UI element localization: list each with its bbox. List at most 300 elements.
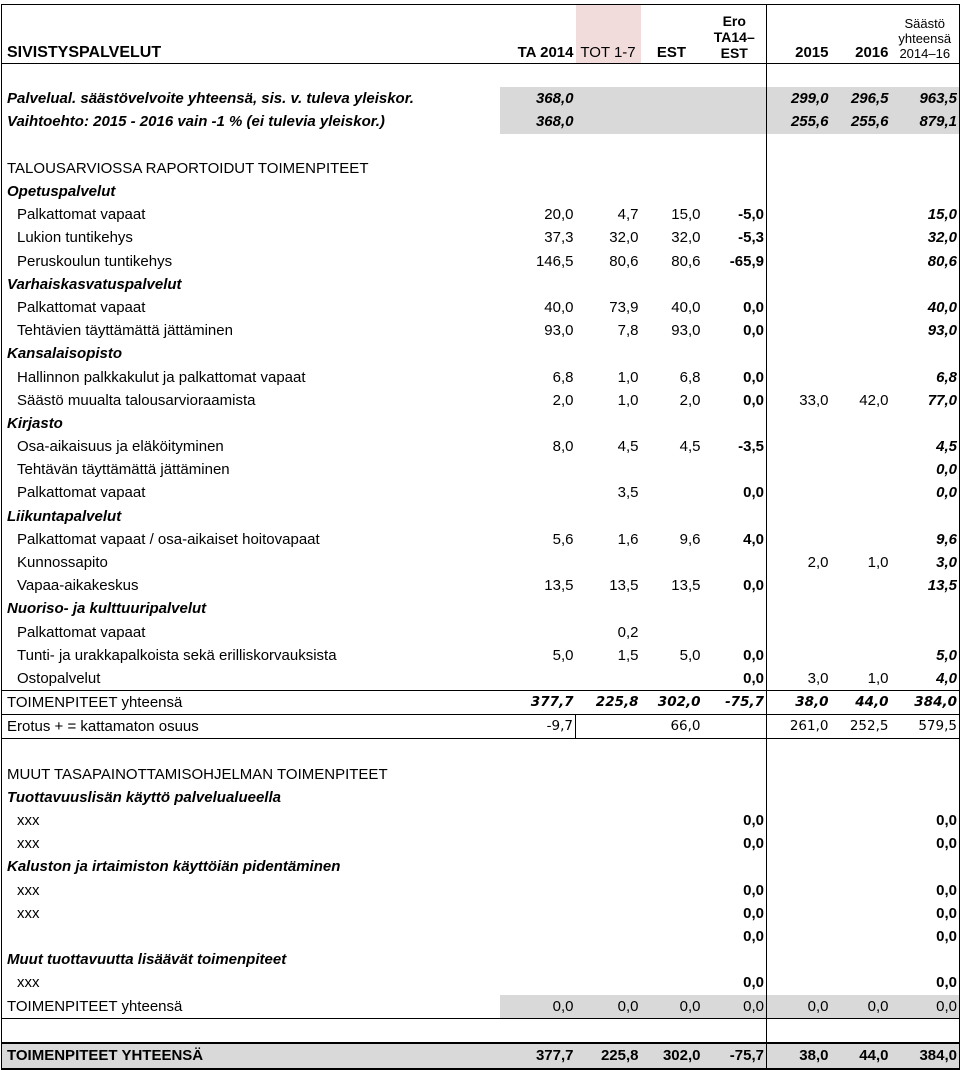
- value-cell: 0,0: [703, 902, 767, 925]
- group-name: Kansalaisopisto: [2, 342, 500, 365]
- value-cell: 9,6: [679, 530, 701, 548]
- table-row: [2, 250, 960, 273]
- value-cell: [767, 809, 831, 832]
- value-cell: [576, 342, 641, 365]
- value-cell: 15,0: [671, 206, 701, 224]
- value-cell: [891, 180, 960, 203]
- value-cell: 0,0: [767, 995, 831, 1019]
- value-cell: 377,7: [500, 691, 576, 715]
- value-cell: [641, 505, 703, 528]
- value-cell: [831, 250, 891, 273]
- value-cell: [641, 273, 703, 296]
- value-cell: [500, 551, 576, 574]
- value-cell: [891, 1018, 960, 1043]
- row-label: Ostopalvelut: [2, 667, 500, 691]
- spacer-row: [2, 739, 960, 763]
- value-cell: 5,0: [891, 644, 960, 667]
- value-cell: [767, 203, 831, 226]
- value-cell: [500, 855, 576, 878]
- value-cell: [767, 902, 831, 925]
- value-cell: [891, 855, 960, 878]
- section2-total-row: [2, 995, 960, 1019]
- value-cell: 0,0: [703, 296, 767, 319]
- value-cell: [641, 64, 703, 88]
- value-cell: 32,0: [891, 226, 960, 249]
- value-cell: 80,6: [891, 250, 960, 273]
- value-cell: 93,0: [544, 322, 574, 340]
- header-line: TA14–: [713, 29, 755, 45]
- value-cell: [576, 971, 641, 994]
- value-cell: 4,5: [891, 435, 960, 458]
- value-cell: -9,7: [500, 715, 576, 739]
- value-cell: [767, 458, 831, 481]
- value-cell: [576, 412, 641, 435]
- row-label: Palkattomat vapaat: [2, 203, 500, 226]
- value-cell: [831, 157, 891, 180]
- value-cell: 3,0: [891, 551, 960, 574]
- value-cell: [500, 481, 576, 504]
- value-cell: [767, 319, 831, 342]
- value-cell: 7,8: [617, 322, 639, 340]
- value-cell: 0,0: [703, 809, 767, 832]
- value-cell: 0,0: [891, 458, 960, 481]
- value-cell: [641, 739, 703, 763]
- value-cell: 377,7: [500, 1043, 576, 1069]
- value-cell: [831, 296, 891, 319]
- row-label: Palkattomat vapaat: [2, 296, 500, 319]
- value-cell: [576, 273, 641, 296]
- value-cell: [767, 879, 831, 902]
- budget-table: [1, 4, 960, 1070]
- value-cell: [831, 925, 891, 948]
- value-cell: [831, 763, 891, 786]
- value-cell: 13,5: [544, 577, 574, 595]
- value-cell: [767, 296, 831, 319]
- value-cell: 93,0: [891, 319, 960, 342]
- value-cell: [500, 180, 576, 203]
- value-cell: [576, 458, 641, 481]
- col-tot: TOT 1-7: [576, 5, 641, 64]
- value-cell: [703, 715, 767, 739]
- value-cell: 37,3: [544, 229, 574, 247]
- total-label: TOIMENPITEET yhteensä: [2, 995, 500, 1019]
- value-cell: [500, 763, 576, 786]
- value-cell: 384,0: [891, 691, 960, 715]
- section1-total-row: [2, 691, 960, 715]
- value-cell: [500, 342, 576, 365]
- value-cell: [831, 809, 891, 832]
- value-cell: [576, 134, 641, 157]
- value-cell: 4,7: [617, 206, 639, 224]
- table-row: [2, 551, 960, 574]
- value-cell: [767, 925, 831, 948]
- grand-total-label: TOIMENPITEET YHTEENSÄ: [2, 1043, 500, 1069]
- value-cell: [831, 180, 891, 203]
- group-name: Nuoriso- ja kulttuuripalvelut: [2, 597, 500, 620]
- value-cell: 1,5: [617, 646, 639, 664]
- value-cell: 4,0: [891, 667, 960, 691]
- value-cell: 13,5: [891, 574, 960, 597]
- value-cell: [641, 481, 703, 504]
- value-cell: 0,0: [831, 995, 891, 1019]
- value-cell: [500, 667, 576, 691]
- value-cell: [831, 481, 891, 504]
- value-cell: 80,6: [609, 252, 639, 270]
- value-cell: 261,0: [767, 715, 831, 739]
- value-cell: [500, 157, 576, 180]
- value-cell: [891, 64, 960, 88]
- value-cell: 255,6: [767, 110, 831, 133]
- value-cell: [576, 667, 641, 691]
- group-row: [2, 948, 960, 971]
- value-cell: 0,0: [891, 995, 960, 1019]
- value-cell: 225,8: [576, 691, 641, 715]
- value-cell: [641, 925, 703, 948]
- row-label: xxx: [2, 971, 500, 994]
- value-cell: [831, 644, 891, 667]
- value-cell: [767, 739, 831, 763]
- group-row: [2, 855, 960, 878]
- row-label: Säästö muualta talousarvioraamista: [2, 389, 500, 412]
- group-row: [2, 180, 960, 203]
- value-cell: [891, 412, 960, 435]
- erotus-label: Erotus + = kattamaton osuus: [2, 715, 500, 739]
- value-cell: [767, 273, 831, 296]
- value-cell: [891, 342, 960, 365]
- value-cell: [641, 412, 703, 435]
- value-cell: [831, 319, 891, 342]
- value-cell: [500, 64, 576, 88]
- value-cell: -3,5: [703, 435, 767, 458]
- value-cell: 0,0: [703, 365, 767, 388]
- value-cell: [576, 879, 641, 902]
- table-row: [2, 644, 960, 667]
- value-cell: 0,0: [703, 574, 767, 597]
- value-cell: [641, 87, 703, 110]
- value-cell: 32,0: [671, 229, 701, 247]
- value-cell: 1,6: [617, 530, 639, 548]
- row-label: Vapaa-aikakeskus: [2, 574, 500, 597]
- value-cell: 9,6: [891, 528, 960, 551]
- value-cell: 0,0: [891, 902, 960, 925]
- value-cell: [500, 902, 576, 925]
- value-cell: [576, 551, 641, 574]
- value-cell: [576, 64, 641, 88]
- value-cell: [641, 832, 703, 855]
- value-cell: [576, 110, 641, 133]
- summary-row: [2, 110, 960, 133]
- value-cell: 15,0: [891, 203, 960, 226]
- value-cell: 80,6: [671, 252, 701, 270]
- value-cell: 0,0: [703, 481, 767, 504]
- group-name: Muut tuottavuutta lisäävät toimenpiteet: [2, 948, 500, 971]
- value-cell: [831, 458, 891, 481]
- group-row: [2, 342, 960, 365]
- value-cell: [641, 1018, 703, 1043]
- value-cell: [767, 644, 831, 667]
- value-cell: 384,0: [891, 1043, 960, 1069]
- total-label: TOIMENPITEET yhteensä: [2, 691, 500, 715]
- value-cell: 6,8: [891, 365, 960, 388]
- value-cell: [576, 180, 641, 203]
- row-label: Lukion tuntikehys: [2, 226, 500, 249]
- value-cell: [831, 342, 891, 365]
- col-2016: 2016: [831, 5, 891, 64]
- value-cell: 4,5: [679, 438, 701, 456]
- table-row: [2, 574, 960, 597]
- value-cell: 3,0: [807, 669, 829, 687]
- value-cell: [641, 879, 703, 902]
- value-cell: [641, 551, 703, 574]
- value-cell: [891, 273, 960, 296]
- group-row: [2, 505, 960, 528]
- value-cell: [767, 64, 831, 88]
- value-cell: 38,0: [767, 691, 831, 715]
- value-cell: 879,1: [891, 110, 960, 133]
- value-cell: [891, 134, 960, 157]
- value-cell: 77,0: [891, 389, 960, 412]
- value-cell: [767, 250, 831, 273]
- value-cell: [767, 948, 831, 971]
- spacer: [2, 64, 500, 88]
- section-title-row: [2, 157, 960, 180]
- value-cell: 0,2: [617, 623, 639, 641]
- value-cell: [641, 621, 703, 644]
- value-cell: 299,0: [767, 87, 831, 110]
- spacer-row: [2, 134, 960, 157]
- value-cell: [703, 505, 767, 528]
- value-cell: 0,0: [891, 832, 960, 855]
- value-cell: [831, 528, 891, 551]
- value-cell: [891, 948, 960, 971]
- value-cell: [831, 597, 891, 620]
- row-label: xxx: [2, 832, 500, 855]
- value-cell: [641, 667, 703, 691]
- value-cell: [831, 902, 891, 925]
- value-cell: [831, 948, 891, 971]
- value-cell: 255,6: [831, 110, 891, 133]
- header-line: 2014–16: [899, 46, 951, 61]
- group-name: Kaluston ja irtaimiston käyttöiän pidentäminen: [2, 855, 500, 878]
- table-row: [2, 365, 960, 388]
- value-cell: [641, 971, 703, 994]
- value-cell: [703, 855, 767, 878]
- value-cell: [767, 505, 831, 528]
- value-cell: [500, 597, 576, 620]
- spacer: [2, 134, 500, 157]
- value-cell: [576, 505, 641, 528]
- value-cell: [703, 763, 767, 786]
- value-cell: 32,0: [609, 229, 639, 247]
- value-cell: 1,0: [617, 368, 639, 386]
- row-label: [2, 925, 500, 948]
- value-cell: [641, 342, 703, 365]
- row-label: Palkattomat vapaat: [2, 481, 500, 504]
- value-cell: [500, 1018, 576, 1043]
- header-line: yhteensä: [898, 31, 952, 46]
- value-cell: -5,0: [703, 203, 767, 226]
- value-cell: 0,0: [703, 644, 767, 667]
- page-title: SIVISTYSPALVELUT: [2, 5, 500, 64]
- value-cell: [831, 1018, 891, 1043]
- value-cell: [500, 458, 576, 481]
- value-cell: 0,0: [891, 925, 960, 948]
- value-cell: [767, 481, 831, 504]
- table-row: [2, 832, 960, 855]
- header-line: Säästö: [904, 16, 945, 31]
- group-name: Tuottavuuslisän käyttö palvelualueella: [2, 786, 500, 809]
- value-cell: 0,0: [703, 879, 767, 902]
- value-cell: [500, 412, 576, 435]
- group-row: [2, 786, 960, 809]
- value-cell: [703, 134, 767, 157]
- value-cell: [831, 879, 891, 902]
- value-cell: [831, 273, 891, 296]
- value-cell: [576, 87, 641, 110]
- header-row: [2, 5, 960, 64]
- col-est: EST: [641, 5, 703, 64]
- value-cell: 44,0: [831, 1043, 891, 1069]
- value-cell: [641, 458, 703, 481]
- value-cell: 0,0: [703, 995, 767, 1019]
- value-cell: 0,0: [891, 879, 960, 902]
- value-cell: 579,5: [891, 715, 960, 739]
- value-cell: [576, 157, 641, 180]
- value-cell: -75,7: [703, 1043, 767, 1069]
- value-cell: [703, 87, 767, 110]
- group-name: Opetuspalvelut: [2, 180, 500, 203]
- section-title-row: [2, 763, 960, 786]
- value-cell: [891, 763, 960, 786]
- value-cell: [500, 971, 576, 994]
- value-cell: [767, 365, 831, 388]
- value-cell: [576, 948, 641, 971]
- value-cell: [891, 739, 960, 763]
- value-cell: [703, 597, 767, 620]
- value-cell: 5,0: [552, 646, 574, 664]
- spacer: [2, 1018, 500, 1043]
- value-cell: [767, 832, 831, 855]
- summary-label: Palvelual. säästövelvoite yhteensä, sis. v. tuleva yleiskor.: [2, 87, 500, 110]
- value-cell: [767, 528, 831, 551]
- value-cell: 368,0: [500, 110, 576, 133]
- value-cell: [500, 505, 576, 528]
- table-row: [2, 458, 960, 481]
- value-cell: [641, 902, 703, 925]
- value-cell: [576, 809, 641, 832]
- summary-row: [2, 87, 960, 110]
- table-row: [2, 389, 960, 412]
- value-cell: 225,8: [576, 1043, 641, 1069]
- col-2015: 2015: [767, 5, 831, 64]
- value-cell: [767, 134, 831, 157]
- value-cell: -65,9: [703, 250, 767, 273]
- value-cell: 1,0: [867, 554, 889, 572]
- value-cell: 6,8: [552, 368, 574, 386]
- value-cell: [703, 786, 767, 809]
- value-cell: [767, 412, 831, 435]
- value-cell: [641, 180, 703, 203]
- value-cell: 302,0: [641, 691, 703, 715]
- value-cell: [576, 902, 641, 925]
- value-cell: [500, 739, 576, 763]
- value-cell: 2,0: [807, 554, 829, 572]
- table-row: [2, 925, 960, 948]
- value-cell: [767, 971, 831, 994]
- value-cell: 0,0: [500, 995, 576, 1019]
- value-cell: [831, 574, 891, 597]
- value-cell: [576, 597, 641, 620]
- value-cell: [500, 948, 576, 971]
- value-cell: [767, 621, 831, 644]
- value-cell: [703, 110, 767, 133]
- value-cell: 8,0: [552, 438, 574, 456]
- row-label: Palkattomat vapaat: [2, 621, 500, 644]
- value-cell: 40,0: [544, 298, 574, 316]
- value-cell: [500, 134, 576, 157]
- value-cell: 5,6: [552, 530, 574, 548]
- value-cell: 2,0: [552, 391, 574, 409]
- value-cell: [767, 157, 831, 180]
- value-cell: 1,0: [867, 669, 889, 687]
- value-cell: 4,0: [703, 528, 767, 551]
- value-cell: [576, 925, 641, 948]
- col-ero: [703, 5, 767, 64]
- value-cell: 4,5: [617, 438, 639, 456]
- header-line: EST: [720, 45, 748, 61]
- value-cell: [831, 832, 891, 855]
- value-cell: [831, 786, 891, 809]
- row-label: Hallinnon palkkakulut ja palkattomat vapaat: [2, 365, 500, 388]
- value-cell: [891, 505, 960, 528]
- value-cell: [703, 1018, 767, 1043]
- value-cell: [703, 180, 767, 203]
- value-cell: [500, 273, 576, 296]
- value-cell: [831, 739, 891, 763]
- value-cell: 0,0: [703, 925, 767, 948]
- value-cell: [703, 458, 767, 481]
- value-cell: [500, 925, 576, 948]
- table-row: [2, 879, 960, 902]
- col-ta2014: TA 2014: [500, 5, 576, 64]
- group-row: [2, 273, 960, 296]
- value-cell: [641, 110, 703, 133]
- table-row: [2, 971, 960, 994]
- value-cell: 296,5: [831, 87, 891, 110]
- value-cell: 66,0: [641, 715, 703, 739]
- group-name: Kirjasto: [2, 412, 500, 435]
- value-cell: [576, 1018, 641, 1043]
- value-cell: [641, 157, 703, 180]
- table-row: [2, 226, 960, 249]
- value-cell: [831, 412, 891, 435]
- value-cell: 6,8: [679, 368, 701, 386]
- value-cell: [831, 621, 891, 644]
- value-cell: [576, 855, 641, 878]
- value-cell: [500, 621, 576, 644]
- value-cell: [500, 786, 576, 809]
- value-cell: [891, 157, 960, 180]
- table-row: [2, 809, 960, 832]
- value-cell: [891, 597, 960, 620]
- value-cell: 20,0: [544, 206, 574, 224]
- table-row: [2, 319, 960, 342]
- value-cell: [767, 597, 831, 620]
- header-line: Ero: [722, 13, 746, 29]
- value-cell: [703, 551, 767, 574]
- spacer-row: [2, 64, 960, 88]
- value-cell: 93,0: [671, 322, 701, 340]
